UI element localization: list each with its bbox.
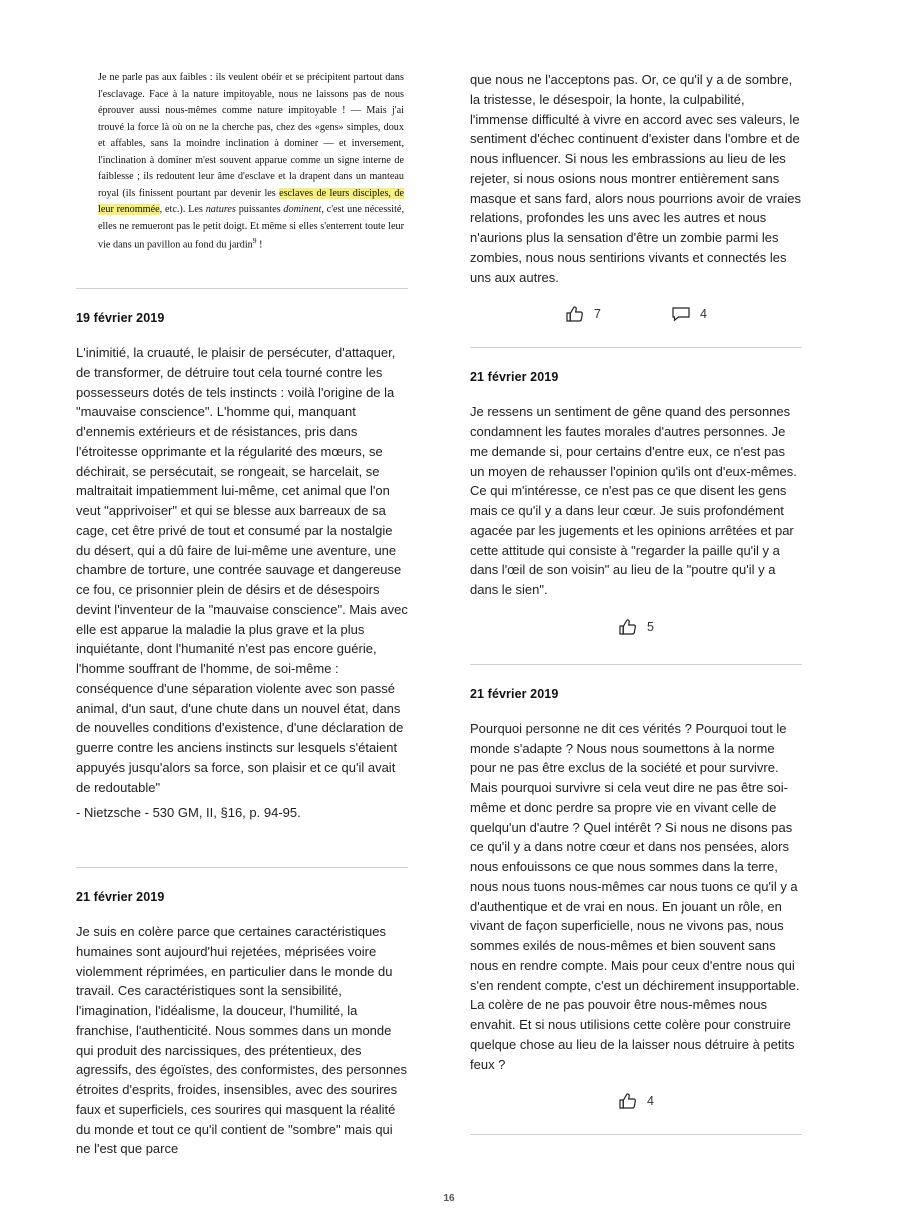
quote-footnote-marker: 9 — [252, 236, 257, 246]
entry-divider — [76, 867, 408, 868]
page-number: 16 — [443, 1193, 455, 1204]
quote-part-3: puissantes — [235, 204, 284, 216]
entry-body: Pourquoi personne ne dit ces vérités ? Pourquoi tout le monde s'adapte ? Nous nous soumettons à la norme pour ne pas être exclus de la société et pour survivre. Mais pourquoi survivre si cela veut dire ne pas être soi-même et donc perdre sa propre vie en vivant celle de quelqu'un d'autre ? Quel intérêt ? Si nous ne disons pas ce qu'il y a dans notre cœur et dans nos pensées, alors nous enfouissons ce que nous sommes dans la terre, nous nous tuons nous-mêmes car nous tuons ce qu'il y a d'authentique et de vrai en nous. En jouant un rôle, en vivant de façon superficielle, nous ne vivons pas, nous sommes exilés de nous-mêmes et bien souvent sans nous en rendre compte. Mais pour ceux d'entre nous qui s'en rendent compte, c'est un déchirement insupportable. La colère de ne pas pouvoir être nous-mêmes nous envahit. Et si nous utilisions cette colère pour construire quelque chose au lieu de la laisser nous détruire à petits feux ? — [470, 720, 804, 1072]
quote-part-4: , c'est une nécessité, elles ne remueront pas le petit doigt. Et même si elles s'enterrent toute leur vie dans un pavillon au fond du jardin — [98, 204, 404, 251]
two-column-layout — [76, 70, 822, 1169]
entry-date: 21 février 2019 — [470, 686, 559, 701]
like-reaction[interactable] — [618, 618, 654, 636]
comment-bubble-icon[interactable] — [671, 305, 691, 323]
thumbs-up-icon[interactable] — [565, 305, 585, 323]
quote-highlighted-text: esclaves de leurs disciples, de leur renommée — [98, 187, 404, 216]
right-column — [470, 70, 805, 1161]
entry-continuation-body: que nous ne l'acceptons pas. Or, ce qu'il y a de sombre, la tristesse, le désespoir, la honte, la culpabilité, l'immense difficulté à vivre en accord avec ses valeurs, le sentiment d'échec continuent d'exister dans l'ombre et de nous influencer. Si nous les embrassions au lieu de les rejeter, si nous osions nous montrer entièrement sans masque et sans fard, alors nous pourrions avoir de vraies relations, profondes les uns avec les autres et nous n'aurions plus la sensation d'être un zombie parmi les zombies, nous nous sentirions vivants et connectés les uns aux autres. — [470, 72, 805, 285]
like-count: 5 — [647, 619, 654, 634]
entry-attribution: - Nietzsche - 530 GM, II, §16, p. 94-95. — [76, 805, 301, 821]
comment-reaction[interactable] — [671, 305, 707, 323]
like-count: 7 — [594, 307, 601, 322]
entry-spacer — [76, 833, 408, 867]
entry-body: Je ressens un sentiment de gêne quand des personnes condamnent les fautes morales d'autres personnes. Je me demande si, pour certains d'entre eux, ce n'est pas un moyen de rehausser l'opinion qu'ils ont d'eux-mêmes. Ce qui m'intéresse, ce n'est pas ce que disent les gens mais ce qu'il y a dans leur cœur. Je suis profondément agacée par les jugements et les opinions arrêtées et par cette attitude qui consiste à "regarder la paille qu'il y a dans l'œil de son voisin" au lieu de la "poutre qu'il y a dans le sien". — [470, 404, 801, 597]
quote-part-2: , etc.). Les — [159, 204, 206, 216]
entry-date: 19 février 2019 — [76, 311, 165, 326]
like-count: 4 — [647, 1094, 654, 1109]
comment-count: 4 — [700, 307, 707, 322]
thumbs-up-icon[interactable] — [618, 618, 638, 636]
like-reaction[interactable] — [565, 305, 601, 323]
entry-divider — [470, 664, 802, 665]
journal-entry — [76, 867, 411, 1169]
entry-divider-bottom — [470, 1134, 802, 1135]
journal-entry — [470, 347, 802, 664]
entry-body: L'inimitié, la cruauté, le plaisir de persécuter, d'attaquer, de transformer, de détruire tout cela tourné contre les possesseurs dotés de tels instincts : voilà l'origine de la "mauvaise conscience". L'homme qui, manquant d'ennemis extérieurs et de résistances, pris dans l'étroitesse opprimante et la régularité des mœurs, se déchirait, se persécutait, se rongeait, se harcelait, se maltraitait impatiemment lui-même, cet animal que l'on veut "apprivoiser" et qui se blesse aux barreaux de sa cage, cet être privé de tout et consumé par la nostalgie du désert, qui a dû faire de lui-même une aventure, une chambre de torture, une contrée sauvage et dangereuse ce fou, ce prisonnier plein de désirs et de désespoirs devint l'inventeur de la "mauvaise conscience". Mais avec elle est apparue la maladie la plus grave et la plus inquiétante, dont l'humanité n'est pas encore guérie, l'homme souffrant de l'homme, de soi-même : conséquence d'une séparation violente avec son passé animal, d'un saut, d'une chute dans un nouvel état, dans de nouvelles conditions d'existence, d'une déclaration de guerre contre les anciens instincts sur lesquels s'étaient appuyés jusqu'alors sa force, son plaisir et ce qu'il avait de redoutable" — [76, 345, 412, 795]
journal-entry — [470, 664, 802, 1162]
entry-date: 21 février 2019 — [76, 890, 165, 905]
reaction-bar — [470, 305, 802, 323]
entry-body: Je suis en colère parce que certaines caractéristiques humaines sont aujourd'hui rejetées, méprisées voire violemment réprimées, en particulier dans le monde du travail. Ces caractéristiques sont la sensibilité, l'imagination, l'idéalisme, la douceur, l'humilité, la franchise, l'authenticité. Nous sommes dans un monde qui produit des narcissiques, des prétentieux, des agressifs, des égoïstes, des conformistes, des personnes étroites d'esprits, froides, insensibles, avec des sourires faux et superficiels, ces sourires qui masquent la réalité du monde et tout ce qu'il contient de "sombre" mais qui ne l'est que parce — [76, 924, 411, 1157]
reaction-bar — [470, 1092, 802, 1110]
quote-part-5: ! — [256, 239, 263, 251]
entry-date: 21 février 2019 — [470, 370, 559, 385]
quote-italic-dominent: dominent — [283, 204, 322, 216]
like-reaction[interactable] — [618, 1092, 654, 1110]
reaction-bar — [470, 618, 802, 636]
journal-entry — [76, 288, 412, 833]
entry-divider — [76, 288, 408, 289]
entry-divider — [470, 347, 802, 348]
nietzsche-quote-block — [76, 70, 408, 254]
thumbs-up-icon[interactable] — [618, 1092, 638, 1110]
left-column — [76, 70, 412, 1169]
quote-italic-natures: natures — [205, 204, 236, 216]
quote-part-1: Je ne parle pas aux faibles : ils veulent obéir et se précipitent partout dans l'esclavage. Face à la nature impitoyable, nous ne laissons pas de nous éprouver aussi nous-mêmes comme nature impitoyable ! — Mais j'ai trouvé la force là où on ne la cherche pas, chez des «gens» simples, doux et affables, sans la moindre inclination à dominer — et inversement, l'inclination à dominer m'est souvent apparue comme un signe interne de faiblesse ; ils redoutent leur âme d'esclave et la drapent dans un manteau royal (ils finissent pourtant par devenir les — [98, 72, 404, 199]
